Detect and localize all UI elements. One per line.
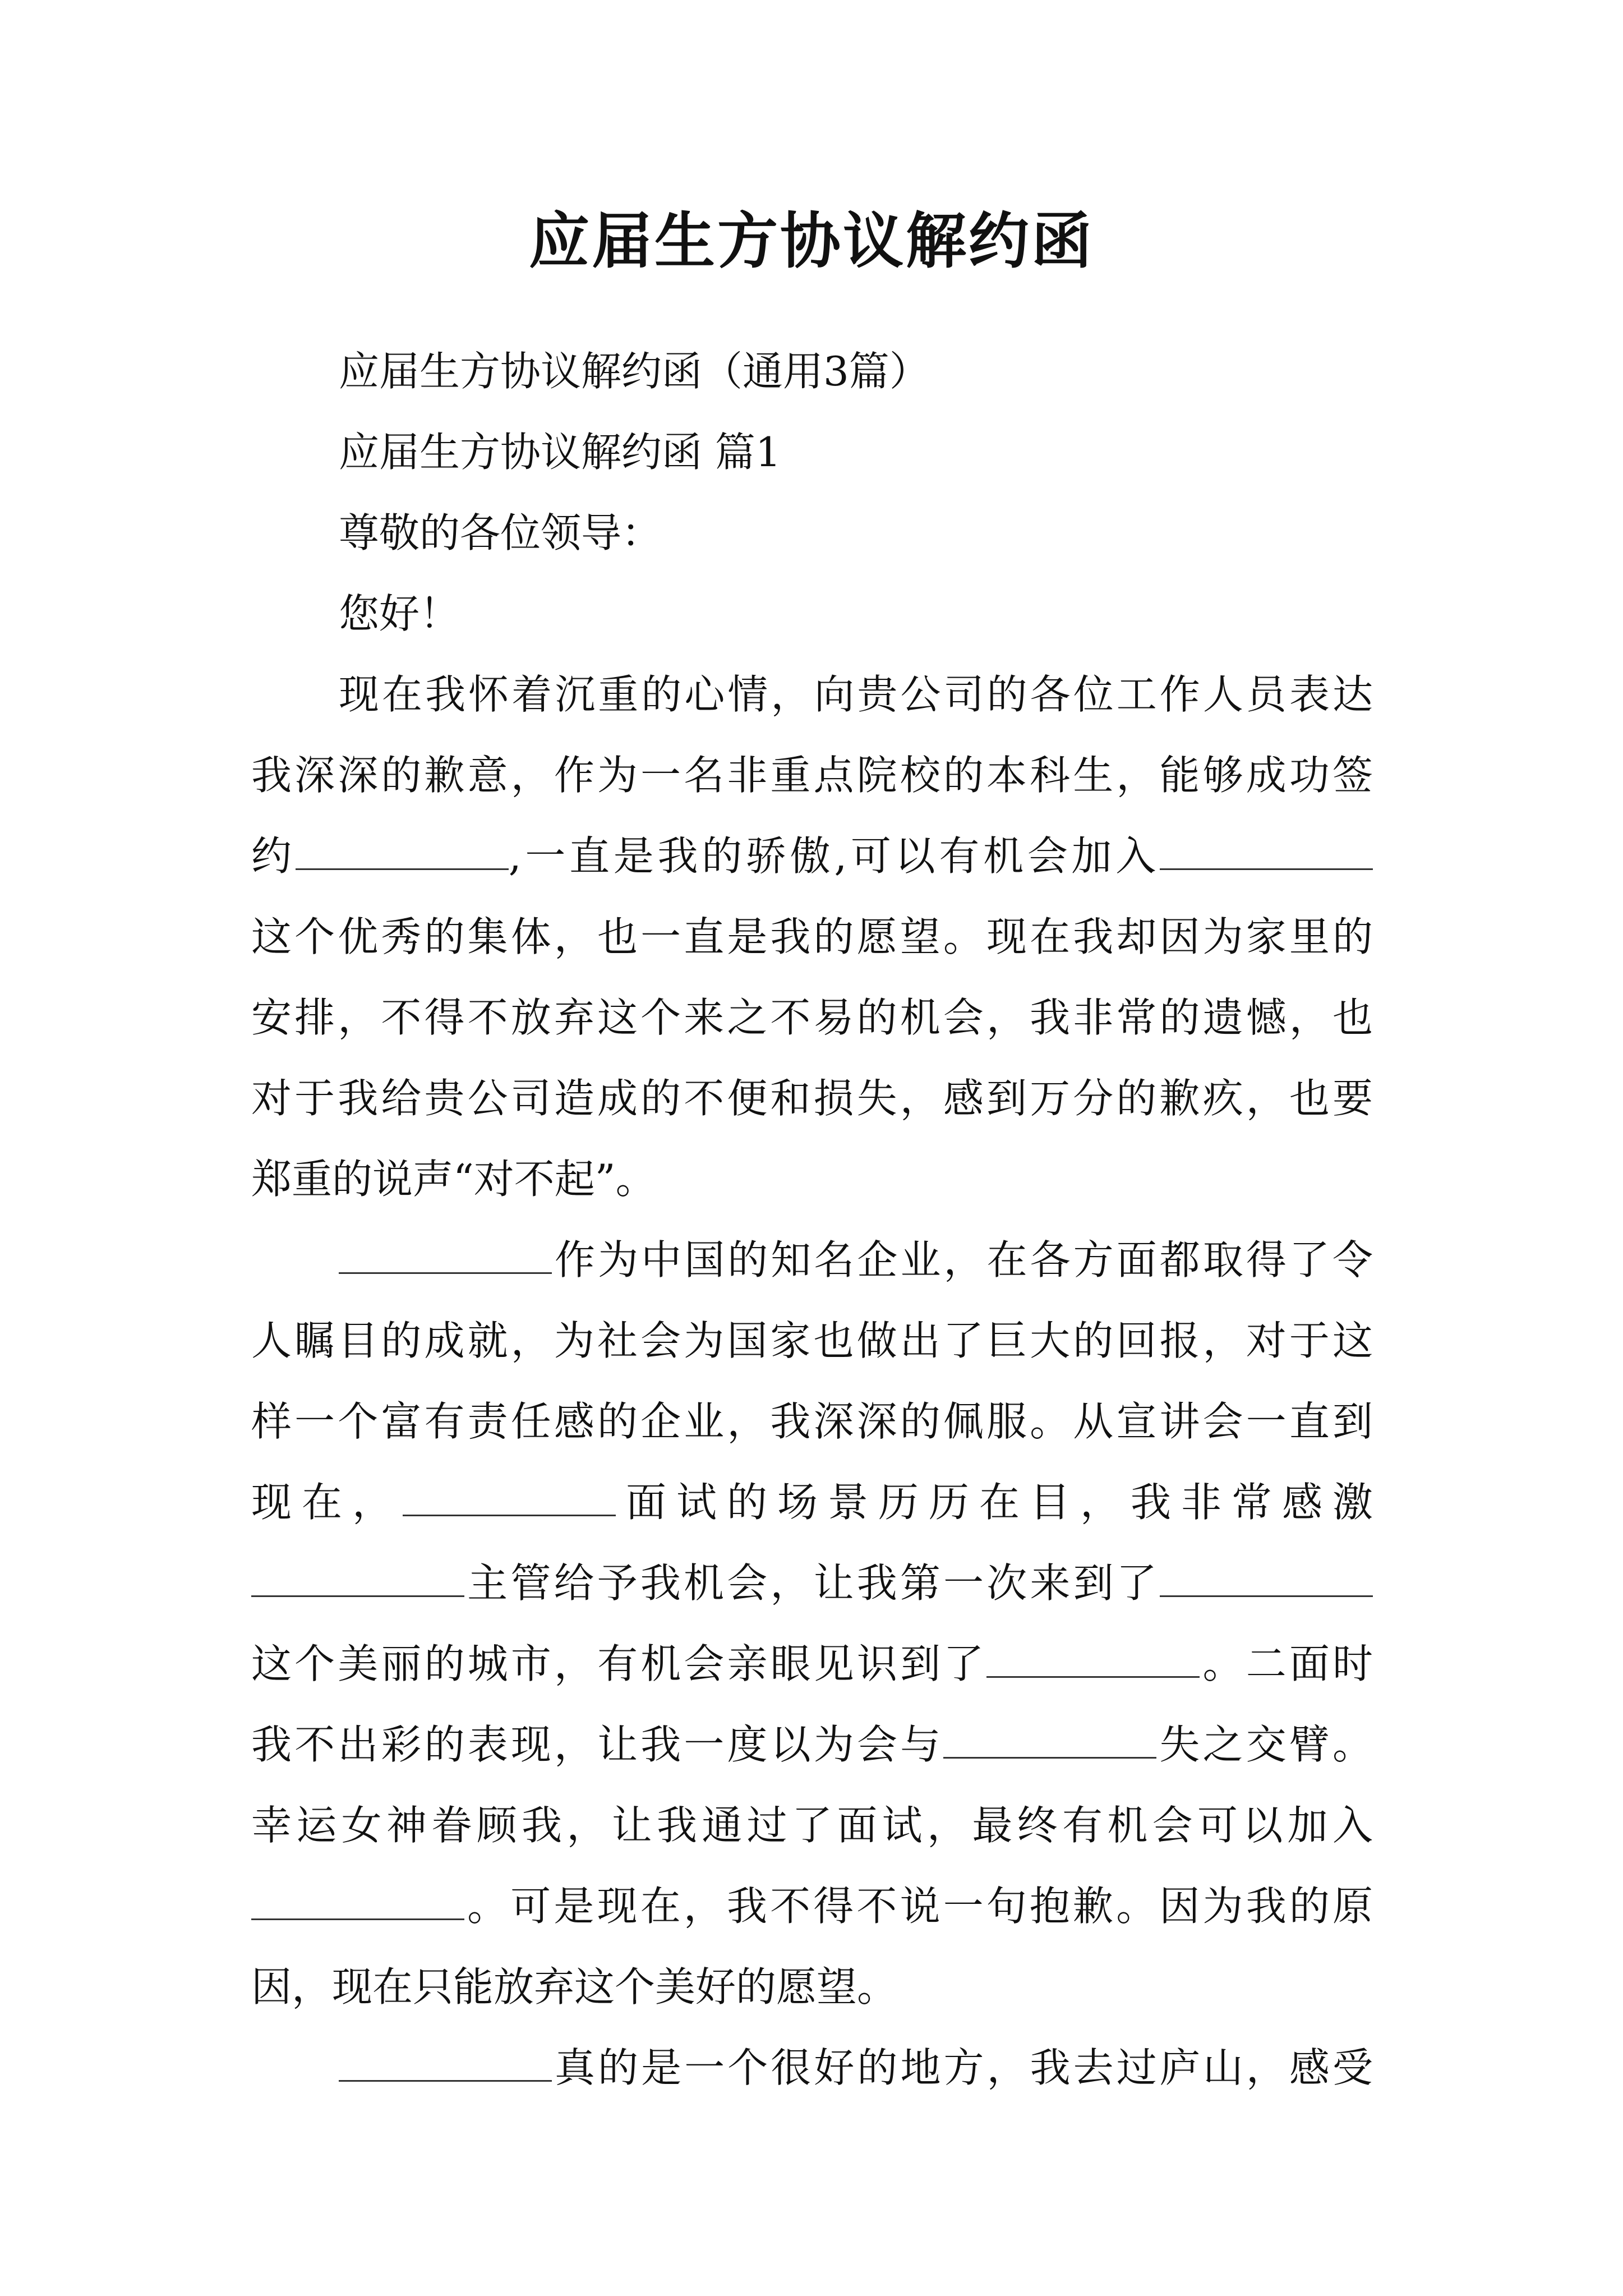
line-text: 我不出彩的表现，让我一度以为会与 bbox=[251, 1721, 944, 1768]
line-text: 应届生方协议解约函（通用3篇） bbox=[339, 348, 930, 395]
text-line bbox=[251, 654, 1373, 735]
text-line bbox=[251, 2027, 1373, 2108]
text-line bbox=[251, 896, 1373, 977]
text-line bbox=[251, 816, 1373, 896]
text-line bbox=[251, 1866, 1373, 1947]
text-line bbox=[251, 1623, 1373, 1704]
text-line bbox=[251, 1947, 1373, 2027]
line-text: 我深深的歉意，作为一名非重点院校的本科生，能够成功签 bbox=[251, 752, 1373, 799]
text-line bbox=[251, 1220, 1373, 1300]
fill-blank bbox=[339, 1232, 552, 1274]
line-text: 人瞩目的成就，为社会为国家也做出了巨大的回报，对于这 bbox=[251, 1317, 1373, 1364]
fill-blank bbox=[943, 1717, 1156, 1759]
line-text: 安排，不得不放弃这个来之不易的机会，我非常的遗憾，也 bbox=[251, 994, 1373, 1041]
text-line bbox=[251, 1704, 1373, 1785]
fill-blank bbox=[251, 1878, 464, 1920]
text-line bbox=[251, 331, 1373, 412]
line-text: ,一直是我的骄傲,可以有机会加入 bbox=[508, 832, 1160, 880]
text-line bbox=[251, 977, 1373, 1058]
text-line bbox=[251, 1462, 1373, 1543]
fill-blank bbox=[339, 2040, 552, 2082]
document-body bbox=[251, 331, 1373, 2108]
text-line bbox=[251, 1785, 1373, 1866]
line-text: 主管给予我机会，让我第一次来到了 bbox=[464, 1559, 1160, 1607]
text-line bbox=[251, 493, 1373, 573]
fill-blank bbox=[1160, 1555, 1373, 1597]
line-text: 现在， bbox=[251, 1479, 403, 1526]
line-text: 现在我怀着沉重的心情，向贵公司的各位工作人员表达 bbox=[339, 671, 1373, 718]
line-text: 应届生方协议解约函 篇1 bbox=[339, 429, 781, 476]
line-text: 这个美丽的城市，有机会亲眼见识到了 bbox=[251, 1640, 987, 1687]
line-text: 真的是一个很好的地方，我去过庐山，感受 bbox=[552, 2044, 1373, 2091]
fill-blank bbox=[986, 1636, 1200, 1678]
line-text: 郑重的说声“对不起”。 bbox=[251, 1156, 656, 1203]
fill-blank bbox=[1160, 828, 1373, 870]
line-text: 。二面时 bbox=[1200, 1640, 1373, 1687]
text-line bbox=[251, 1058, 1373, 1139]
line-text: 作为中国的知名企业，在各方面都取得了令 bbox=[552, 1236, 1373, 1283]
fill-blank bbox=[403, 1474, 616, 1516]
line-text: 幸运女神眷顾我，让我通过了面试，最终有机会可以加入 bbox=[251, 1802, 1373, 1849]
line-text: 样一个富有责任感的企业，我深深的佩服。从宣讲会一直到 bbox=[251, 1398, 1373, 1445]
line-text: 对于我给贵公司造成的不便和损失，感到万分的歉疚，也要 bbox=[251, 1075, 1373, 1122]
fill-blank bbox=[296, 828, 509, 870]
line-text: 这个优秀的集体，也一直是我的愿望。现在我却因为家里的 bbox=[251, 913, 1373, 960]
text-line bbox=[251, 1139, 1373, 1220]
line-text: 。可是现在，我不得不说一句抱歉。因为我的原 bbox=[464, 1883, 1373, 1930]
text-line bbox=[251, 573, 1373, 654]
text-line bbox=[251, 1381, 1373, 1462]
text-line bbox=[251, 412, 1373, 493]
text-line bbox=[251, 1543, 1373, 1623]
fill-blank bbox=[251, 1555, 464, 1597]
document-title: 应届生方协议解约函 bbox=[528, 206, 1094, 277]
line-text: 因，现在只能放弃这个美好的愿望。 bbox=[251, 1963, 898, 2010]
text-line bbox=[251, 1300, 1373, 1381]
text-line bbox=[251, 735, 1373, 816]
line-text: 您好！ bbox=[339, 590, 460, 637]
line-text: 约 bbox=[251, 832, 296, 880]
line-text: 尊敬的各位领导： bbox=[339, 509, 662, 556]
line-text: 面试的场景历历在目，我非常感激 bbox=[616, 1479, 1373, 1526]
line-text: 失之交臂。 bbox=[1156, 1721, 1373, 1768]
